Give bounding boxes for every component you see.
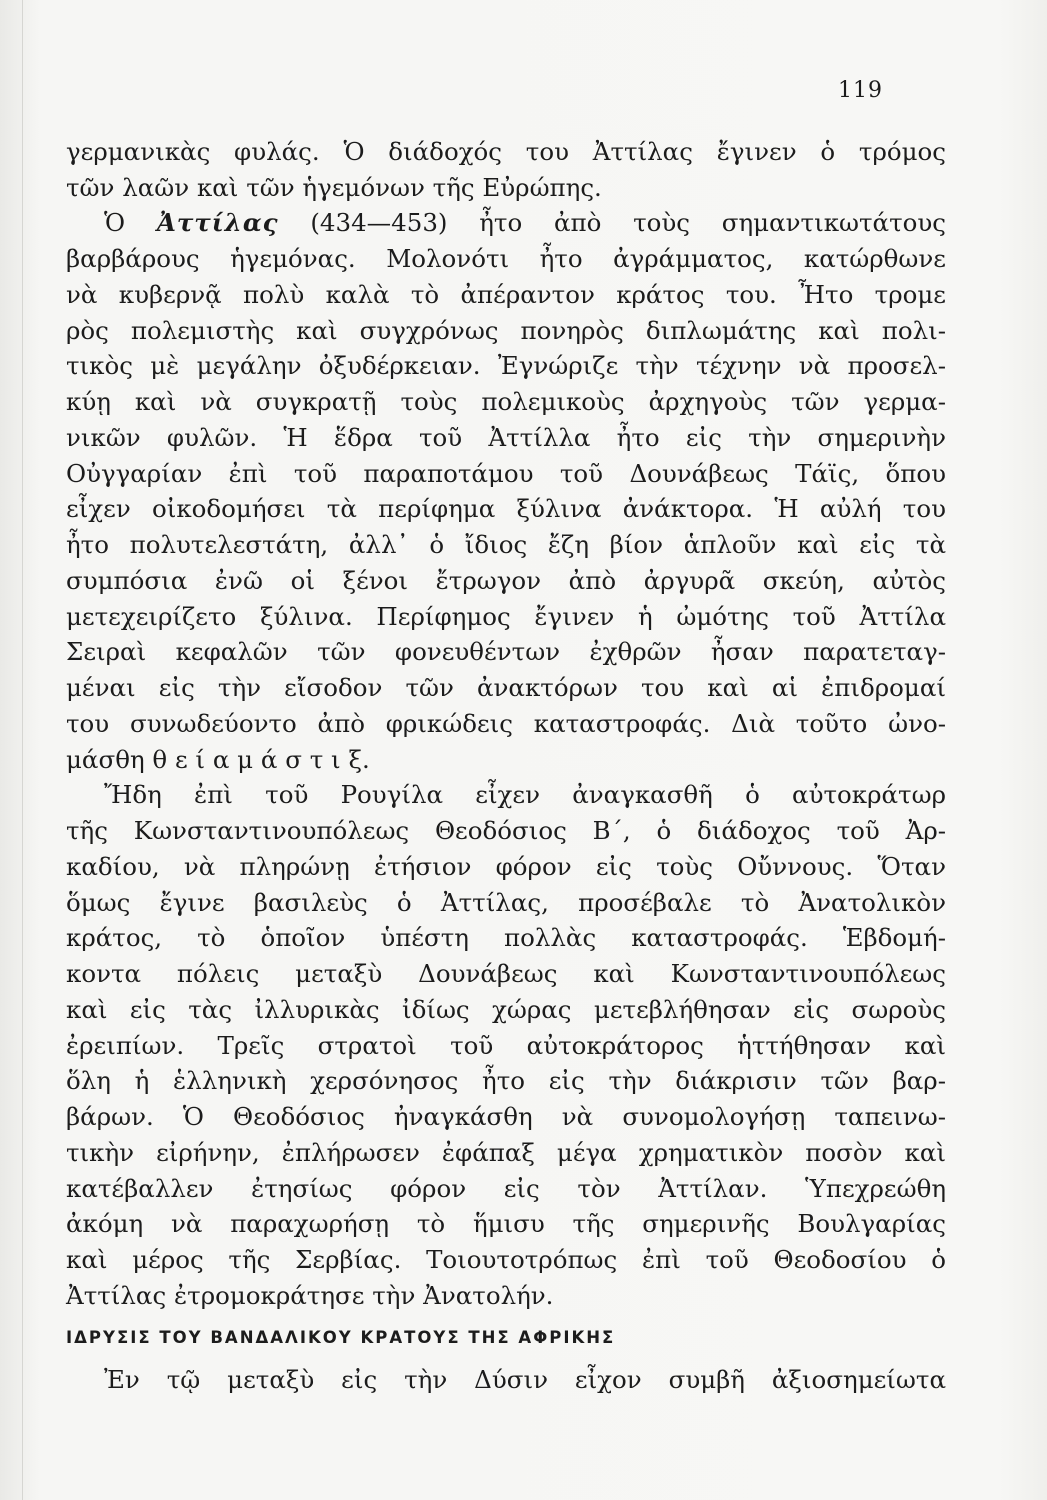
text-line: καὶ εἰς τὰς ἰλλυρικὰς ἰδίως χώρας μετεβλήθησαν εἰς σωροὺς xyxy=(66,995,946,1024)
text-line: βαρβάρους ἡγεμόνας. Μολονότι ἦτο ἀγράμματος, κατώρθωνε xyxy=(66,244,946,273)
text-line: ρὸς πολεμιστὴς καὶ συγχρόνως πονηρὸς διπλωμάτης καὶ πολι- xyxy=(66,316,946,345)
text-line: ὅλη ἡ ἑλληνικὴ χερσόνησος ἦτο εἰς τὴν διάκρισιν τῶν βαρ- xyxy=(66,1066,946,1095)
text-line: τικὴν εἰρήνην, ἐπλήρωσεν ἐφάπαξ μέγα χρηματικὸν ποσὸν καὶ xyxy=(66,1138,946,1167)
text-line: γερμανικὰς φυλάς. Ὁ διάδοχός του Ἀττίλας ἔγινεν ὁ τρόμος xyxy=(66,137,946,166)
text-line: τῶν λαῶν καὶ τῶν ἡγεμόνων τῆς Εὐρώπης. xyxy=(66,173,602,202)
text-line: του συνωδεύοντο ἀπὸ φρικώδεις καταστροφάς. Διὰ τοῦτο ὠνο- xyxy=(66,709,946,738)
text-line: τικὸς μὲ μεγάλην ὀξυδέρκειαν. Ἐγνώριζε τὴν τέχνην νὰ προσελ- xyxy=(66,351,946,380)
text-line: κατέβαλλεν ἐτησίως φόρον εἰς τὸν Ἀττίλαν. Ὑπεχρεώθη xyxy=(66,1174,946,1203)
text-line: βάρων. Ὁ Θεοδόσιος ἠναγκάσθη νὰ συνομολογήσῃ ταπεινω- xyxy=(66,1102,946,1131)
text-line: ἦτο πολυτελεστάτη, ἀλλ᾽ ὁ ἴδιος ἔζη βίον ἁπλοῦν καὶ εἰς τὰ xyxy=(66,530,946,559)
text-line: Οὐγγαρίαν ἐπὶ τοῦ παραποτάμου τοῦ Δουνάβεως Τάϊς, ὅπου xyxy=(66,459,946,488)
page-number: 119 xyxy=(838,78,883,103)
section-heading: ΙΔΡΥΣΙΣ ΤΟΥ ΒΑΝΔΑΛΙΚΟΥ ΚΡΑΤΟΥΣ ΤΗΣ ΑΦΡΙΚΗΣ xyxy=(66,1328,616,1347)
text-line: Ἐν τῷ μεταξὺ εἰς τὴν Δύσιν εἶχον συμβῆ ἀξιοσημείωτα xyxy=(104,1365,946,1394)
text-line: νὰ κυβερνᾷ πολὺ καλὰ τὸ ἀπέραντον κράτος του. Ἦτο τρομε xyxy=(66,280,946,309)
text-line: ἐρειπίων. Τρεῖς στρατοὶ τοῦ αὐτοκράτορος ἡττήθησαν καὶ xyxy=(66,1031,946,1060)
text-line: κύῃ καὶ νὰ συγκρατῇ τοὺς πολεμικοὺς ἀρχηγοὺς τῶν γερμα- xyxy=(66,387,946,416)
text-line: καὶ μέρος τῆς Σερβίας. Τοιουτοτρόπως ἐπὶ τοῦ Θεοδοσίου ὁ xyxy=(66,1245,946,1274)
bold-name: Ἀττίλας xyxy=(156,208,279,237)
text-line: Σειραὶ κεφαλῶν τῶν φονευθέντων ἐχθρῶν ἦσαν παρατεταγ- xyxy=(66,637,946,666)
line-rest: (434—453) ἦτο ἀπὸ τοὺς σημαντικωτάτους xyxy=(278,208,947,237)
text-line xyxy=(66,207,946,239)
text-line: μετεχειρίζετο ξύλινα. Περίφημος ἔγινεν ἡ ὠμότης τοῦ Ἀττίλα xyxy=(66,602,946,631)
text-line: μέναι εἰς τὴν εἴσοδον τῶν ἀνακτόρων του καὶ αἱ ἐπιδρομαί xyxy=(66,673,946,702)
text-line: ἀκόμη νὰ παραχωρήσῃ τὸ ἥμισυ τῆς σημερινῆς Βουλγαρίας xyxy=(66,1209,946,1238)
text-line: Ἤδη ἐπὶ τοῦ Ρουγίλα εἶχεν ἀναγκασθῆ ὁ αὐτοκράτωρ xyxy=(104,780,946,809)
text-line: καδίου, νὰ πληρώνῃ ἐτήσιον φόρον εἰς τοὺς Οὔννους. Ὅταν xyxy=(66,852,946,881)
text-line: κράτος, τὸ ὁποῖον ὑπέστη πολλὰς καταστροφάς. Ἑβδομή- xyxy=(66,923,946,952)
text-line: εἶχεν οἰκοδομήσει τὰ περίφημα ξύλινα ἀνάκτορα. Ἡ αὐλή του xyxy=(66,494,946,523)
text-line: συμπόσια ἐνῶ οἱ ξένοι ἔτρωγον ἀπὸ ἀργυρᾶ σκεύη, αὐτὸς xyxy=(66,566,946,595)
text-line: Ἀττίλας ἐτρομοκράτησε τὴν Ἀνατολήν. xyxy=(66,1281,554,1310)
text-line: μάσθη θ ε ί α μ ά σ τ ι ξ. xyxy=(66,745,370,774)
text-line: νικῶν φυλῶν. Ἡ ἕδρα τοῦ Ἀττίλλα ἦτο εἰς τὴν σημερινὴν xyxy=(66,423,946,452)
lead-prefix: Ὁ xyxy=(104,208,157,237)
text-line: κοντα πόλεις μεταξὺ Δουνάβεως καὶ Κωνσταντινουπόλεως xyxy=(66,959,946,988)
text-line: τῆς Κωνσταντινουπόλεως Θεοδόσιος Β΄, ὁ διάδοχος τοῦ Ἀρ- xyxy=(66,816,946,845)
text-line: ὅμως ἔγινε βασιλεὺς ὁ Ἀττίλας, προσέβαλε τὸ Ἀνατολικὸν xyxy=(66,888,946,917)
page-fold-line xyxy=(22,0,23,1500)
